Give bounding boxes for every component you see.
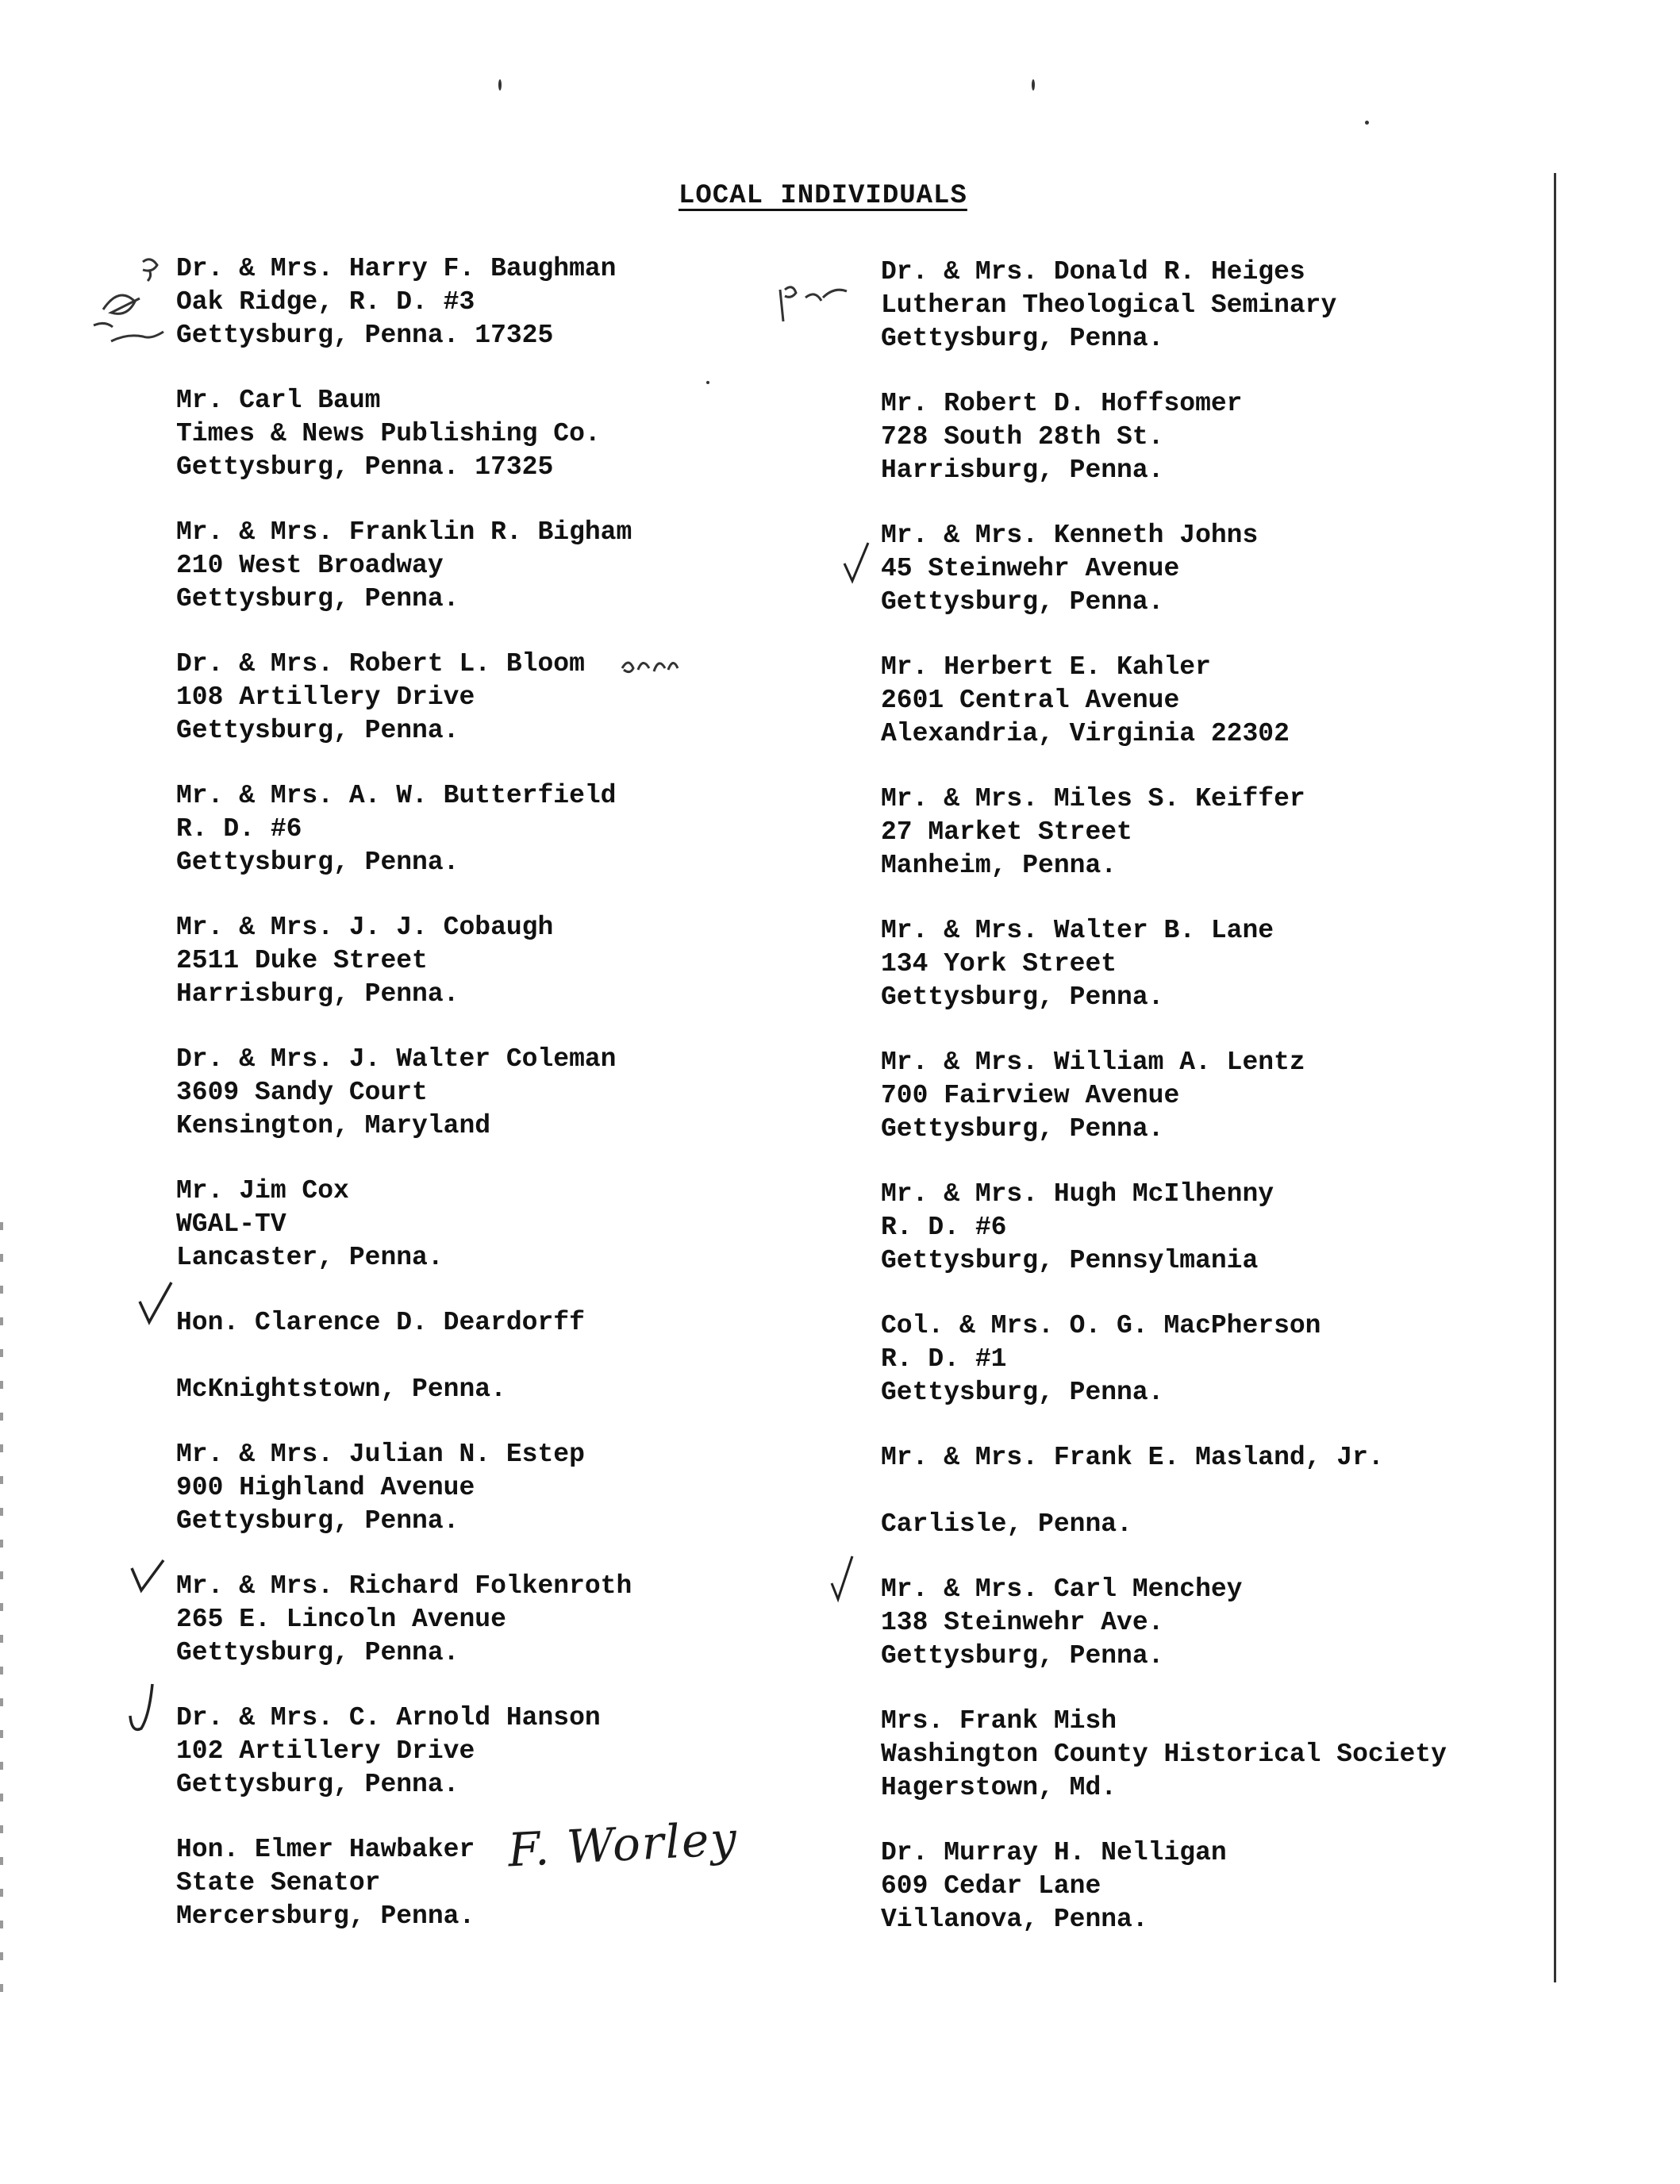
scan-edge-marks — [0, 1222, 3, 2016]
entry-line: WGAL-TV — [176, 1209, 286, 1239]
entry-name: Mr. & Mrs. Walter B. Lane — [881, 916, 1274, 945]
entry-line: Hagerstown, Md. — [881, 1773, 1117, 1802]
address-entry — [881, 782, 1595, 882]
entry-name: Dr. & Mrs. J. Walter Coleman — [176, 1044, 617, 1074]
entry-line: Gettysburg, Penna. — [881, 982, 1164, 1012]
address-entry — [881, 651, 1595, 751]
scan-speck — [1032, 79, 1035, 90]
entry-line: Harrisburg, Penna. — [176, 979, 459, 1009]
entry-name: Dr. & Mrs. Harry F. Baughman — [176, 254, 617, 283]
entry-line: Gettysburg, Penna. — [176, 848, 459, 877]
entry-name: Mr. & Mrs. Richard Folkenroth — [176, 1571, 632, 1601]
address-entry — [881, 1046, 1595, 1146]
entry-line: 27 Market Street — [881, 817, 1132, 847]
entry-line: Times & News Publishing Co. — [176, 419, 601, 448]
address-entry — [176, 1175, 890, 1275]
check-mark-icon — [827, 1551, 859, 1607]
entry-line: 265 E. Lincoln Avenue — [176, 1605, 506, 1634]
entry-line: Gettysburg, Penna. — [176, 584, 459, 613]
entry-name: Dr. & Mrs. Donald R. Heiges — [881, 257, 1305, 286]
entry-line: Lancaster, Penna. — [176, 1243, 444, 1272]
entry-line: Washington County Historical Society — [881, 1740, 1447, 1769]
entry-line: Carlisle, Penna. — [881, 1509, 1132, 1539]
entry-line: 609 Cedar Lane — [881, 1871, 1101, 1901]
entry-name: Mr. & Mrs. Franklin R. Bigham — [176, 517, 632, 547]
entry-line: Villanova, Penna. — [881, 1905, 1148, 1934]
check-mark-icon — [125, 1681, 157, 1736]
entry-name: Hon. Elmer Hawbaker — [176, 1835, 475, 1864]
entry-line: Mercersburg, Penna. — [176, 1901, 475, 1931]
address-entry — [176, 384, 890, 484]
entry-name: Mr. & Mrs. Hugh McIlhenny — [881, 1179, 1274, 1209]
entry-line: 3609 Sandy Court — [176, 1078, 428, 1107]
address-entry — [176, 1043, 890, 1143]
entry-line: 45 Steinwehr Avenue — [881, 554, 1180, 583]
entry-line: 2511 Duke Street — [176, 946, 428, 975]
entry-line: Gettysburg, Penna. — [881, 1641, 1164, 1671]
entry-line: Kensington, Maryland — [176, 1111, 491, 1140]
entry-line: 102 Artillery Drive — [176, 1736, 475, 1766]
address-entry — [881, 1836, 1595, 1936]
entry-name: Mr. Jim Cox — [176, 1176, 349, 1205]
entry-line: R. D. #1 — [881, 1344, 1007, 1374]
entry-line: 138 Steinwehr Ave. — [881, 1608, 1164, 1637]
address-entry — [881, 1441, 1595, 1541]
address-entry — [881, 387, 1595, 487]
entry-name: Mr. Robert D. Hoffsomer — [881, 389, 1243, 418]
address-entry — [176, 648, 890, 748]
entry-name: Mr. Herbert E. Kahler — [881, 652, 1211, 682]
address-entry — [881, 519, 1595, 619]
entry-line: Harrisburg, Penna. — [881, 456, 1164, 485]
entry-name: Hon. Clarence D. Deardorff — [176, 1308, 585, 1337]
handwritten-name-worley: F. Worley — [506, 1811, 740, 1878]
entry-line: Lutheran Theological Seminary — [881, 290, 1337, 320]
page-title: LOCAL INDIVIDUALS — [679, 181, 967, 211]
entry-line: 728 South 28th St. — [881, 422, 1164, 452]
entry-line: Gettysburg, Penna. — [176, 1506, 459, 1536]
entry-line: Manheim, Penna. — [881, 851, 1117, 880]
entry-name: Mr. & Mrs. A. W. Butterfield — [176, 781, 617, 810]
check-mark-icon — [136, 1279, 176, 1327]
entry-name: Mr. & Mrs. Carl Menchey — [881, 1575, 1243, 1604]
entry-line: Gettysburg, Penna. 17325 — [176, 321, 554, 350]
address-entry — [176, 1306, 890, 1406]
check-mark-icon — [841, 540, 873, 587]
address-entry — [881, 1573, 1595, 1673]
entry-line: State Senator — [176, 1868, 381, 1898]
entry-name: Mr. & Mrs. Frank E. Masland, Jr. — [881, 1443, 1384, 1472]
address-entry — [176, 1701, 890, 1801]
entry-name: Dr. & Mrs. C. Arnold Hanson — [176, 1703, 601, 1732]
entry-name: Mr. & Mrs. J. J. Cobaugh — [176, 913, 554, 942]
entry-line: Gettysburg, Penna. — [176, 716, 459, 745]
entry-name: Mrs. Frank Mish — [881, 1706, 1117, 1736]
entry-line: McKnightstown, Penna. — [176, 1375, 506, 1404]
entry-line: Gettysburg, Penna. — [881, 1378, 1164, 1407]
address-entry — [881, 1705, 1595, 1805]
entry-name: Mr. & Mrs. Julian N. Estep — [176, 1440, 585, 1469]
address-entry — [881, 914, 1595, 1014]
entry-name: Col. & Mrs. O. G. MacPherson — [881, 1311, 1321, 1340]
scan-speck — [1365, 121, 1369, 125]
entry-name: Mr. & Mrs. Kenneth Johns — [881, 521, 1259, 550]
entry-name: Mr. Carl Baum — [176, 386, 381, 415]
entry-line: 210 West Broadway — [176, 551, 444, 580]
address-entry — [881, 1178, 1595, 1278]
address-entry — [176, 911, 890, 1011]
entry-line: Gettysburg, Pennsylmania — [881, 1246, 1259, 1275]
entry-line: Gettysburg, Penna. 17325 — [176, 452, 554, 482]
entry-line: 2601 Central Avenue — [881, 686, 1180, 715]
entry-name: Mr. & Mrs. William A. Lentz — [881, 1048, 1305, 1077]
entry-line: Oak Ridge, R. D. #3 — [176, 287, 475, 317]
address-entry — [881, 1309, 1595, 1409]
address-entry — [176, 1438, 890, 1538]
handwritten-scribble-heiges — [774, 274, 853, 329]
entry-line: Gettysburg, Penna. — [881, 587, 1164, 617]
entry-line: 134 York Street — [881, 949, 1117, 979]
entry-line: 900 Highland Avenue — [176, 1473, 475, 1502]
handwritten-scribble-bloom — [617, 649, 681, 681]
entry-line: 700 Fairview Avenue — [881, 1081, 1180, 1110]
entry-line: 108 Artillery Drive — [176, 682, 475, 712]
entry-line: Gettysburg, Penna. — [176, 1770, 459, 1799]
address-entry — [176, 1570, 890, 1670]
entry-line: Gettysburg, Penna. — [881, 1114, 1164, 1144]
entry-line: Gettysburg, Penna. — [881, 324, 1164, 353]
entry-line: Alexandria, Virginia 22302 — [881, 719, 1290, 748]
scan-speck — [498, 79, 502, 90]
entry-name: Dr. & Mrs. Robert L. Bloom — [176, 649, 585, 679]
entry-line — [176, 1340, 890, 1373]
handwritten-scribble-baughman — [79, 246, 183, 365]
address-entry — [176, 516, 890, 616]
entry-name: Dr. Murray H. Nelligan — [881, 1838, 1227, 1867]
address-entry — [881, 256, 1595, 356]
entry-name: Mr. & Mrs. Miles S. Keiffer — [881, 784, 1305, 813]
entry-line: R. D. #6 — [176, 814, 302, 844]
entry-line — [881, 1475, 1595, 1508]
entry-line: Gettysburg, Penna. — [176, 1638, 459, 1667]
entry-line: R. D. #6 — [881, 1213, 1007, 1242]
check-mark-icon — [129, 1555, 168, 1595]
address-entry — [176, 779, 890, 879]
